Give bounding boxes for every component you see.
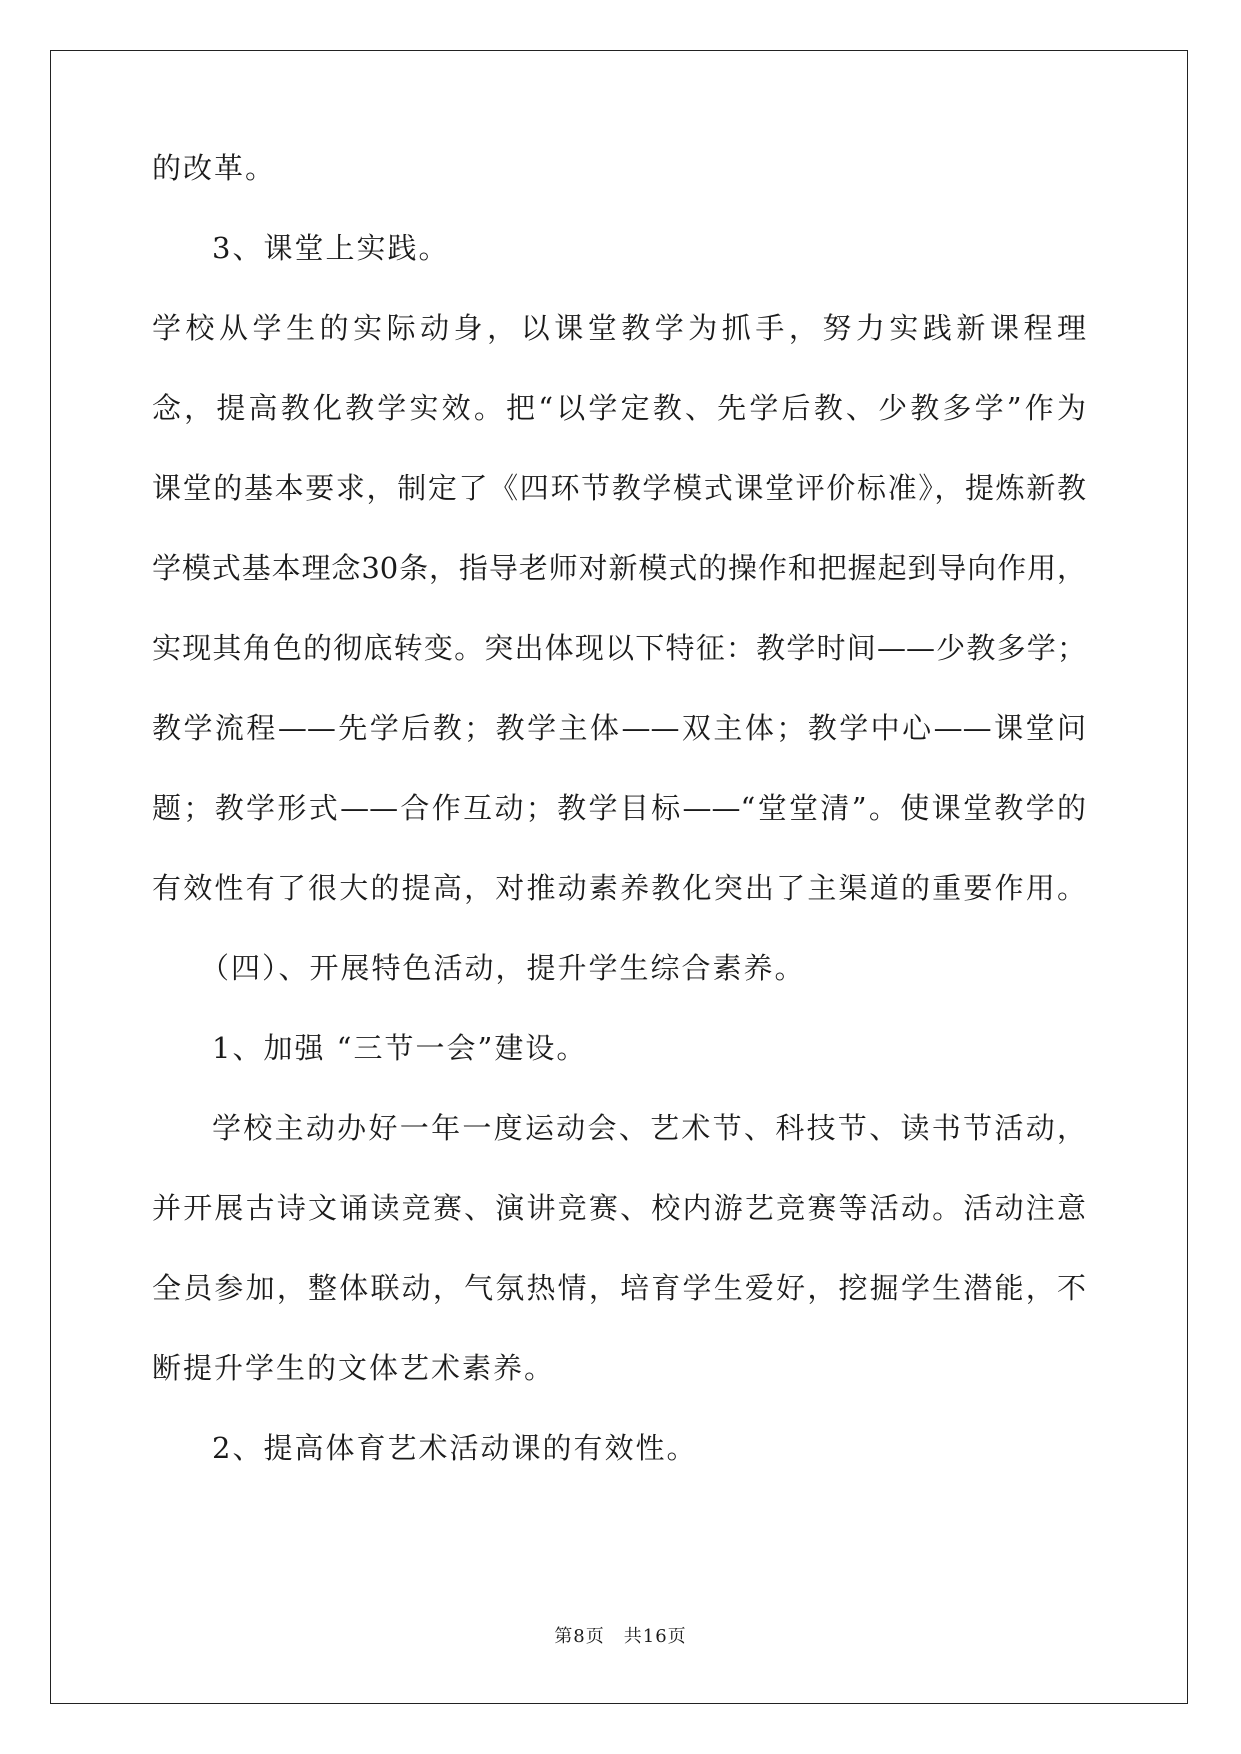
paragraph-line: 学模式基本理念30条，指导老师对新模式的操作和把握起到导向作用，	[152, 551, 1086, 585]
paragraph-line: 学校主动办好一年一度运动会、艺术节、科技节、读书节活动，	[212, 1111, 1086, 1145]
paragraph-line: 题；教学形式——合作互动；教学目标——“堂堂清”。使课堂教学的	[152, 791, 1086, 825]
paragraph-line: 课堂的基本要求，制定了《四环节教学模式课堂评价标准》，提炼新教	[152, 471, 1086, 505]
paragraph-line: 的改革。	[152, 151, 277, 185]
section-heading: 2、提高体育艺术活动课的有效性。	[212, 1431, 698, 1465]
paragraph-line: 断提升学生的文体艺术素养。	[152, 1351, 556, 1385]
section-heading: 3、课堂上实践。	[212, 231, 450, 265]
paragraph-line: 学校从学生的实际动身，以课堂教学为抓手，努力实践新课程理	[152, 311, 1086, 345]
paragraph-line: 全员参加，整体联动，气氛热情，培育学生爱好，挖掘学生潜能，不	[152, 1271, 1086, 1305]
paragraph-line: 念，提高教化教学实效。把“以学定教、先学后教、少教多学”作为	[152, 391, 1086, 425]
section-heading: （四）、开展特色活动，提升学生综合素养。	[200, 951, 806, 985]
paragraph-line: 有效性有了很大的提高，对推动素养教化突出了主渠道的重要作用。	[152, 871, 1086, 905]
page-number: 第8页 共16页	[554, 1626, 687, 1647]
section-heading: 1、加强 “三节一会”建设。	[212, 1031, 588, 1065]
paragraph-line: 教学流程——先学后教；教学主体——双主体；教学中心——课堂问	[152, 711, 1086, 745]
paragraph-line: 实现其角色的彻底转变。突出体现以下特征：教学时间——少教多学；	[152, 631, 1086, 665]
paragraph-line: 并开展古诗文诵读竞赛、演讲竞赛、校内游艺竞赛等活动。活动注意	[152, 1191, 1086, 1225]
